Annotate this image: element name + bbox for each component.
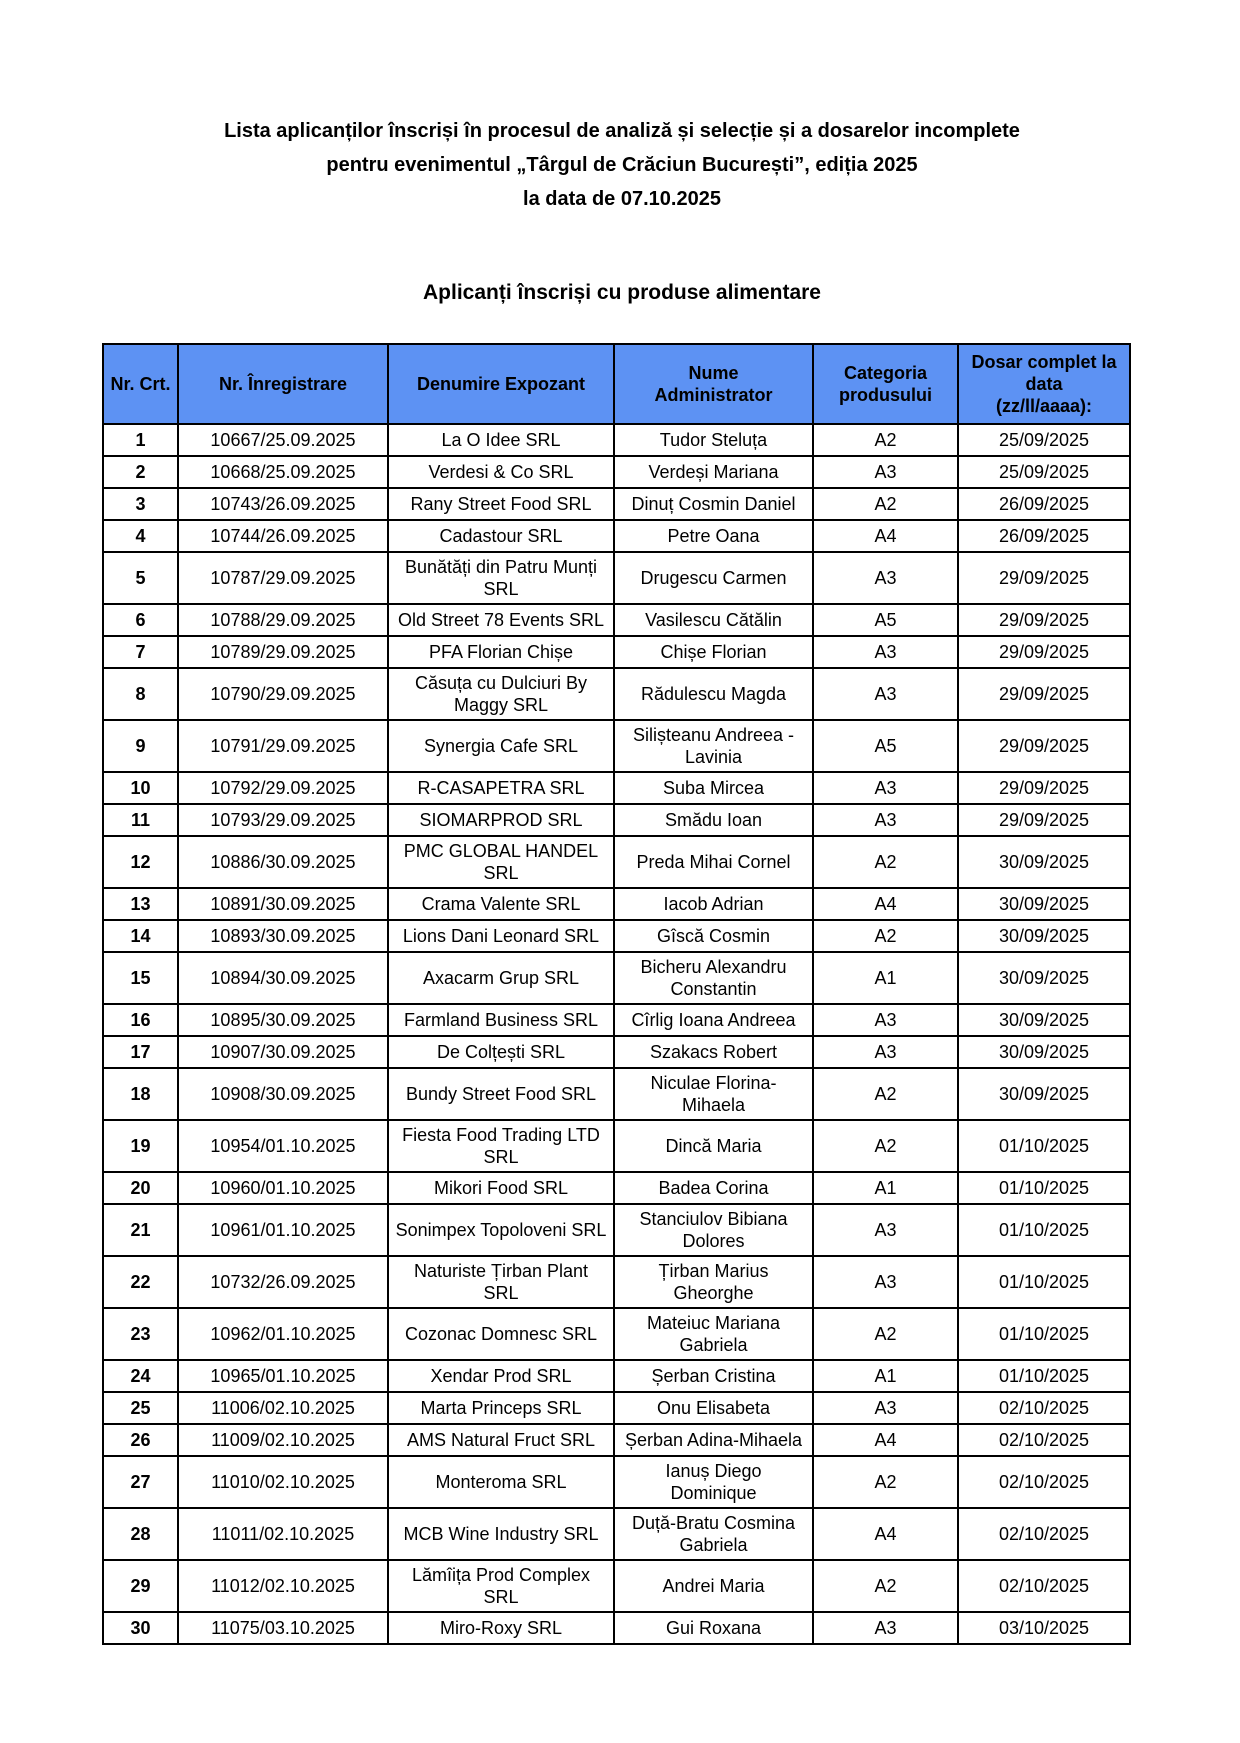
table-row (103, 1004, 1130, 1036)
table-row (103, 1068, 1130, 1120)
cell-categoria-produsului: A2 (813, 424, 958, 456)
document-title (102, 114, 1142, 216)
cell-nume-administrator: Șerban Cristina (614, 1360, 813, 1392)
cell-denumire-expozant: R-CASAPETRA SRL (388, 772, 614, 804)
cell-dosar-data: 29/09/2025 (958, 552, 1130, 604)
table-row (103, 520, 1130, 552)
cell-nr-inregistrare: 10894/30.09.2025 (178, 952, 388, 1004)
cell-nr-inregistrare: 10791/29.09.2025 (178, 720, 388, 772)
table-row (103, 836, 1130, 888)
cell-categoria-produsului: A3 (813, 804, 958, 836)
cell-nr-crt: 8 (103, 668, 178, 720)
cell-categoria-produsului: A2 (813, 1456, 958, 1508)
cell-categoria-produsului: A2 (813, 920, 958, 952)
cell-categoria-produsului: A2 (813, 1120, 958, 1172)
table-row (103, 668, 1130, 720)
col-header-categoria-produsului: Categoria produsului (813, 344, 958, 424)
cell-dosar-data: 02/10/2025 (958, 1392, 1130, 1424)
cell-nr-inregistrare: 10792/29.09.2025 (178, 772, 388, 804)
cell-nr-crt: 30 (103, 1612, 178, 1644)
cell-categoria-produsului: A2 (813, 488, 958, 520)
cell-denumire-expozant: Old Street 78 Events SRL (388, 604, 614, 636)
cell-dosar-data: 26/09/2025 (958, 520, 1130, 552)
cell-nr-inregistrare: 10744/26.09.2025 (178, 520, 388, 552)
cell-nr-inregistrare: 11009/02.10.2025 (178, 1424, 388, 1456)
cell-categoria-produsului: A3 (813, 1612, 958, 1644)
cell-dosar-data: 29/09/2025 (958, 804, 1130, 836)
title-line-1: Lista aplicanților înscriși în procesul de analiză și selecție și a dosarelor incomplete (224, 120, 1020, 142)
cell-denumire-expozant: PFA Florian Chișe (388, 636, 614, 668)
cell-categoria-produsului: A5 (813, 604, 958, 636)
cell-nr-inregistrare: 10965/01.10.2025 (178, 1360, 388, 1392)
table-row (103, 1560, 1130, 1612)
cell-nr-crt: 20 (103, 1172, 178, 1204)
cell-nr-inregistrare: 10960/01.10.2025 (178, 1172, 388, 1204)
cell-nume-administrator: Dincă Maria (614, 1120, 813, 1172)
cell-nume-administrator: Țirban Marius Gheorghe (614, 1256, 813, 1308)
cell-denumire-expozant: Sonimpex Topoloveni SRL (388, 1204, 614, 1256)
cell-categoria-produsului: A3 (813, 1204, 958, 1256)
cell-nr-crt: 17 (103, 1036, 178, 1068)
cell-nume-administrator: Iacob Adrian (614, 888, 813, 920)
cell-denumire-expozant: Axacarm Grup SRL (388, 952, 614, 1004)
table-row (103, 552, 1130, 604)
cell-dosar-data: 02/10/2025 (958, 1560, 1130, 1612)
cell-nume-administrator: Drugescu Carmen (614, 552, 813, 604)
title-line-2: pentru evenimentul „Târgul de Crăciun București”, ediția 2025 (326, 154, 918, 176)
table-row (103, 1172, 1130, 1204)
cell-nr-crt: 10 (103, 772, 178, 804)
cell-nr-crt: 2 (103, 456, 178, 488)
cell-nr-crt: 16 (103, 1004, 178, 1036)
cell-denumire-expozant: Synergia Cafe SRL (388, 720, 614, 772)
cell-nume-administrator: Silișteanu Andreea - Lavinia (614, 720, 813, 772)
cell-dosar-data: 30/09/2025 (958, 1036, 1130, 1068)
cell-dosar-data: 30/09/2025 (958, 1068, 1130, 1120)
cell-nr-inregistrare: 10732/26.09.2025 (178, 1256, 388, 1308)
cell-nr-inregistrare: 11006/02.10.2025 (178, 1392, 388, 1424)
cell-nume-administrator: Vasilescu Cătălin (614, 604, 813, 636)
cell-dosar-data: 03/10/2025 (958, 1612, 1130, 1644)
cell-dosar-data: 29/09/2025 (958, 720, 1130, 772)
cell-categoria-produsului: A3 (813, 456, 958, 488)
cell-nr-crt: 29 (103, 1560, 178, 1612)
cell-nr-crt: 21 (103, 1204, 178, 1256)
cell-nr-inregistrare: 10908/30.09.2025 (178, 1068, 388, 1120)
cell-denumire-expozant: Lămîița Prod Complex SRL (388, 1560, 614, 1612)
col-header-nume-administrator: Nume Administrator (614, 344, 813, 424)
cell-dosar-data: 30/09/2025 (958, 952, 1130, 1004)
cell-categoria-produsului: A1 (813, 1172, 958, 1204)
cell-dosar-data: 01/10/2025 (958, 1256, 1130, 1308)
cell-nr-inregistrare: 10789/29.09.2025 (178, 636, 388, 668)
cell-dosar-data: 25/09/2025 (958, 456, 1130, 488)
cell-denumire-expozant: Mikori Food SRL (388, 1172, 614, 1204)
cell-nr-inregistrare: 10891/30.09.2025 (178, 888, 388, 920)
cell-nr-inregistrare: 11011/02.10.2025 (178, 1508, 388, 1560)
cell-categoria-produsului: A3 (813, 1036, 958, 1068)
cell-nr-crt: 18 (103, 1068, 178, 1120)
table-row (103, 1392, 1130, 1424)
cell-categoria-produsului: A4 (813, 1508, 958, 1560)
cell-nume-administrator: Gui Roxana (614, 1612, 813, 1644)
cell-nr-crt: 27 (103, 1456, 178, 1508)
table-body (103, 424, 1130, 1644)
cell-dosar-data: 29/09/2025 (958, 668, 1130, 720)
cell-denumire-expozant: Farmland Business SRL (388, 1004, 614, 1036)
cell-nume-administrator: Șerban Adina-Mihaela (614, 1424, 813, 1456)
cell-categoria-produsului: A4 (813, 520, 958, 552)
cell-nr-inregistrare: 10790/29.09.2025 (178, 668, 388, 720)
cell-nr-crt: 11 (103, 804, 178, 836)
table-header (103, 344, 1130, 424)
cell-denumire-expozant: PMC GLOBAL HANDEL SRL (388, 836, 614, 888)
cell-denumire-expozant: Xendar Prod SRL (388, 1360, 614, 1392)
cell-nr-crt: 1 (103, 424, 178, 456)
cell-denumire-expozant: La O Idee SRL (388, 424, 614, 456)
cell-nr-inregistrare: 10961/01.10.2025 (178, 1204, 388, 1256)
cell-denumire-expozant: Naturiste Țirban Plant SRL (388, 1256, 614, 1308)
section-subtitle: Aplicanți înscriși cu produse alimentare (423, 281, 821, 304)
title-line-3: la data de 07.10.2025 (523, 188, 721, 210)
col-header-dosar-complet: Dosar complet la data (zz/ll/aaaa): (958, 344, 1130, 424)
table-header-row (103, 344, 1130, 424)
cell-nr-inregistrare: 10893/30.09.2025 (178, 920, 388, 952)
cell-dosar-data: 01/10/2025 (958, 1308, 1130, 1360)
table-row (103, 1308, 1130, 1360)
table-row (103, 604, 1130, 636)
cell-dosar-data: 01/10/2025 (958, 1172, 1130, 1204)
cell-categoria-produsului: A3 (813, 772, 958, 804)
cell-nr-crt: 28 (103, 1508, 178, 1560)
cell-nume-administrator: Ianuș Diego Dominique (614, 1456, 813, 1508)
cell-nr-inregistrare: 10743/26.09.2025 (178, 488, 388, 520)
table-row (103, 1360, 1130, 1392)
cell-nume-administrator: Stanciulov Bibiana Dolores (614, 1204, 813, 1256)
cell-nr-crt: 26 (103, 1424, 178, 1456)
cell-dosar-data: 30/09/2025 (958, 1004, 1130, 1036)
cell-nume-administrator: Gîscă Cosmin (614, 920, 813, 952)
cell-nr-crt: 13 (103, 888, 178, 920)
cell-dosar-data: 01/10/2025 (958, 1360, 1130, 1392)
table-row (103, 488, 1130, 520)
cell-categoria-produsului: A3 (813, 636, 958, 668)
cell-nr-crt: 12 (103, 836, 178, 888)
cell-categoria-produsului: A3 (813, 552, 958, 604)
cell-dosar-data: 26/09/2025 (958, 488, 1130, 520)
cell-dosar-data: 01/10/2025 (958, 1120, 1130, 1172)
col-header-denumire-expozant: Denumire Expozant (388, 344, 614, 424)
table-row (103, 888, 1130, 920)
cell-nume-administrator: Smădu Ioan (614, 804, 813, 836)
table-row (103, 456, 1130, 488)
cell-nume-administrator: Badea Corina (614, 1172, 813, 1204)
cell-nume-administrator: Petre Oana (614, 520, 813, 552)
cell-denumire-expozant: Verdesi & Co SRL (388, 456, 614, 488)
cell-denumire-expozant: Miro-Roxy SRL (388, 1612, 614, 1644)
cell-denumire-expozant: MCB Wine Industry SRL (388, 1508, 614, 1560)
cell-dosar-data: 02/10/2025 (958, 1424, 1130, 1456)
cell-nr-crt: 6 (103, 604, 178, 636)
table-row (103, 1612, 1130, 1644)
cell-nume-administrator: Preda Mihai Cornel (614, 836, 813, 888)
table-row (103, 1204, 1130, 1256)
cell-dosar-data: 02/10/2025 (958, 1456, 1130, 1508)
cell-nume-administrator: Chișe Florian (614, 636, 813, 668)
cell-denumire-expozant: Bundy Street Food SRL (388, 1068, 614, 1120)
cell-nr-crt: 3 (103, 488, 178, 520)
cell-nume-administrator: Verdeși Mariana (614, 456, 813, 488)
cell-categoria-produsului: A1 (813, 1360, 958, 1392)
cell-nume-administrator: Suba Mircea (614, 772, 813, 804)
col-header-nr-inregistrare: Nr. Înregistrare (178, 344, 388, 424)
cell-denumire-expozant: Fiesta Food Trading LTD SRL (388, 1120, 614, 1172)
cell-denumire-expozant: Rany Street Food SRL (388, 488, 614, 520)
cell-categoria-produsului: A4 (813, 1424, 958, 1456)
cell-nume-administrator: Tudor Steluța (614, 424, 813, 456)
cell-nr-inregistrare: 10668/25.09.2025 (178, 456, 388, 488)
cell-denumire-expozant: Monteroma SRL (388, 1456, 614, 1508)
cell-dosar-data: 29/09/2025 (958, 604, 1130, 636)
cell-denumire-expozant: Marta Princeps SRL (388, 1392, 614, 1424)
table-row (103, 1424, 1130, 1456)
cell-denumire-expozant: Bunătăți din Patru Munți SRL (388, 552, 614, 604)
cell-nr-crt: 23 (103, 1308, 178, 1360)
table-row (103, 772, 1130, 804)
cell-nr-inregistrare: 10907/30.09.2025 (178, 1036, 388, 1068)
cell-categoria-produsului: A2 (813, 836, 958, 888)
cell-categoria-produsului: A4 (813, 888, 958, 920)
cell-nr-crt: 25 (103, 1392, 178, 1424)
cell-categoria-produsului: A3 (813, 1256, 958, 1308)
cell-denumire-expozant: Cozonac Domnesc SRL (388, 1308, 614, 1360)
cell-nr-inregistrare: 10788/29.09.2025 (178, 604, 388, 636)
cell-nr-crt: 22 (103, 1256, 178, 1308)
cell-nume-administrator: Onu Elisabeta (614, 1392, 813, 1424)
cell-denumire-expozant: Căsuța cu Dulciuri By Maggy SRL (388, 668, 614, 720)
cell-categoria-produsului: A1 (813, 952, 958, 1004)
cell-nr-crt: 19 (103, 1120, 178, 1172)
table-row (103, 1508, 1130, 1560)
cell-dosar-data: 30/09/2025 (958, 836, 1130, 888)
cell-dosar-data: 29/09/2025 (958, 772, 1130, 804)
cell-nume-administrator: Andrei Maria (614, 1560, 813, 1612)
cell-denumire-expozant: Crama Valente SRL (388, 888, 614, 920)
cell-nr-inregistrare: 10793/29.09.2025 (178, 804, 388, 836)
col-header-nr-crt: Nr. Crt. (103, 344, 178, 424)
cell-nr-crt: 7 (103, 636, 178, 668)
cell-categoria-produsului: A2 (813, 1068, 958, 1120)
table-row (103, 636, 1130, 668)
cell-nr-crt: 15 (103, 952, 178, 1004)
cell-dosar-data: 02/10/2025 (958, 1508, 1130, 1560)
cell-categoria-produsului: A3 (813, 1004, 958, 1036)
cell-dosar-data: 29/09/2025 (958, 636, 1130, 668)
cell-nume-administrator: Dinuț Cosmin Daniel (614, 488, 813, 520)
cell-nume-administrator: Mateiuc Mariana Gabriela (614, 1308, 813, 1360)
cell-nr-inregistrare: 10667/25.09.2025 (178, 424, 388, 456)
document-body (0, 114, 1240, 1645)
table-row (103, 804, 1130, 836)
table-row (103, 1456, 1130, 1508)
cell-nr-crt: 14 (103, 920, 178, 952)
cell-denumire-expozant: AMS Natural Fruct SRL (388, 1424, 614, 1456)
cell-nume-administrator: Niculae Florina-Mihaela (614, 1068, 813, 1120)
applicants-table (102, 343, 1131, 1645)
cell-nr-inregistrare: 10895/30.09.2025 (178, 1004, 388, 1036)
cell-nume-administrator: Cîrlig Ioana Andreea (614, 1004, 813, 1036)
table-row (103, 1036, 1130, 1068)
cell-categoria-produsului: A2 (813, 1308, 958, 1360)
cell-nr-inregistrare: 11075/03.10.2025 (178, 1612, 388, 1644)
cell-nume-administrator: Duță-Bratu Cosmina Gabriela (614, 1508, 813, 1560)
cell-nr-crt: 24 (103, 1360, 178, 1392)
cell-denumire-expozant: Cadastour SRL (388, 520, 614, 552)
cell-categoria-produsului: A5 (813, 720, 958, 772)
table-row (103, 1256, 1130, 1308)
cell-categoria-produsului: A3 (813, 668, 958, 720)
cell-categoria-produsului: A2 (813, 1560, 958, 1612)
cell-nr-crt: 5 (103, 552, 178, 604)
cell-dosar-data: 01/10/2025 (958, 1204, 1130, 1256)
cell-nr-crt: 9 (103, 720, 178, 772)
cell-nr-inregistrare: 11010/02.10.2025 (178, 1456, 388, 1508)
cell-nume-administrator: Bicheru Alexandru Constantin (614, 952, 813, 1004)
cell-nr-inregistrare: 10962/01.10.2025 (178, 1308, 388, 1360)
cell-denumire-expozant: De Colțești SRL (388, 1036, 614, 1068)
cell-denumire-expozant: SIOMARPROD SRL (388, 804, 614, 836)
table-row (103, 720, 1130, 772)
table-row (103, 1120, 1130, 1172)
cell-nr-inregistrare: 10886/30.09.2025 (178, 836, 388, 888)
cell-dosar-data: 30/09/2025 (958, 920, 1130, 952)
cell-dosar-data: 25/09/2025 (958, 424, 1130, 456)
cell-categoria-produsului: A3 (813, 1392, 958, 1424)
cell-nr-crt: 4 (103, 520, 178, 552)
cell-nume-administrator: Rădulescu Magda (614, 668, 813, 720)
document-page (0, 114, 1240, 1743)
cell-nr-inregistrare: 10787/29.09.2025 (178, 552, 388, 604)
cell-dosar-data: 30/09/2025 (958, 888, 1130, 920)
cell-nr-inregistrare: 11012/02.10.2025 (178, 1560, 388, 1612)
cell-nr-inregistrare: 10954/01.10.2025 (178, 1120, 388, 1172)
table-row (103, 424, 1130, 456)
table-row (103, 920, 1130, 952)
table-row (103, 952, 1130, 1004)
cell-denumire-expozant: Lions Dani Leonard SRL (388, 920, 614, 952)
cell-nume-administrator: Szakacs Robert (614, 1036, 813, 1068)
